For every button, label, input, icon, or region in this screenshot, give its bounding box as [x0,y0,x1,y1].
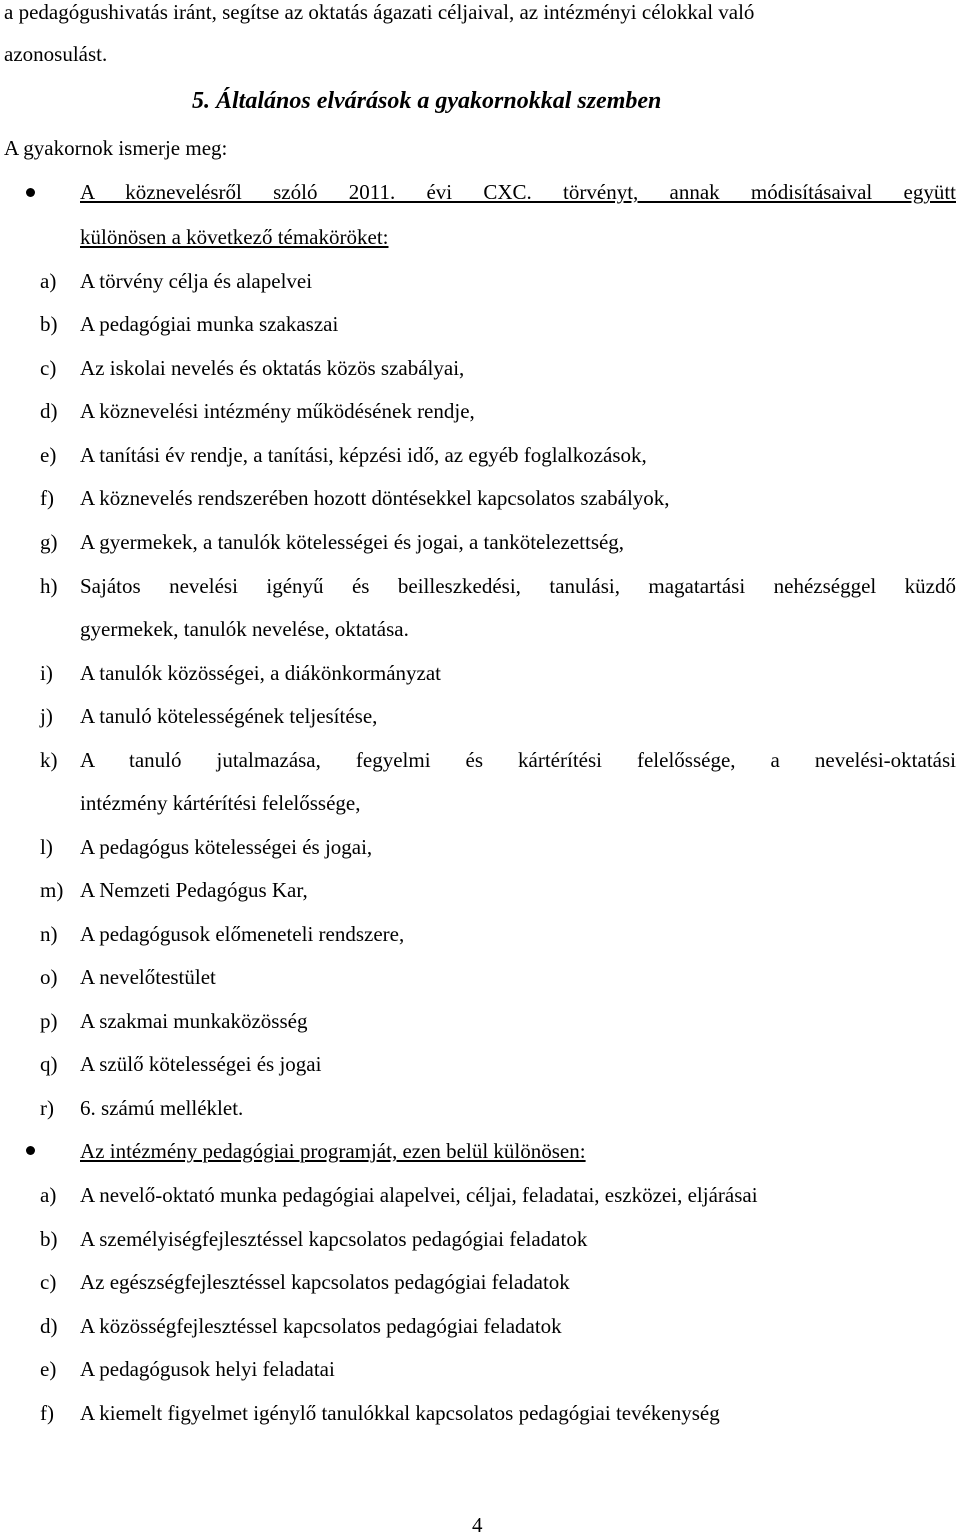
list-item-text: A tanulók közösségei, a diákönkormányzat [80,661,441,685]
lead-text: A gyakornok ismerje meg: [4,136,228,160]
list-item-label: j) [40,704,53,728]
list-item-text: A pedagógiai munka szakaszai [80,312,339,336]
list-item-label: d) [40,399,58,423]
list-item-text: A pedagógusok helyi feladatai [80,1357,335,1381]
bullet-icon [26,188,35,197]
list-item-text: A személyiségfejlesztéssel kapcsolatos pedagógiai feladatok [80,1227,588,1251]
bullet-text-line-1: A köznevelésről szóló 2011. évi CXC. törvényt, annak módisításaival együtt [80,180,956,204]
list-item-label: f) [40,486,54,510]
list-item-continuation: intézmény kártérítési felelőssége, [80,791,361,815]
list-item-label: q) [40,1052,58,1076]
list-item-text: A szakmai munkaközösség [80,1009,308,1033]
list-item-label: h) [40,574,58,598]
list-item-label: b) [40,1227,58,1251]
list-item-label: e) [40,1357,57,1381]
list-item-text: A törvény célja és alapelvei [80,269,313,293]
list-item-label: e) [40,443,57,467]
page-number: 4 [472,1513,483,1537]
list-item-text: 6. számú melléklet. [80,1096,244,1120]
list-item-label: l) [40,835,53,859]
list-item-text: A közösségfejlesztéssel kapcsolatos pedagógiai feladatok [80,1314,562,1338]
list-item-label: m) [40,878,64,902]
list-item-text: A szülő kötelességei és jogai [80,1052,322,1076]
list-item-text: A pedagógus kötelességei és jogai, [80,835,373,859]
bullet-text-line-2: különösen a következő témaköröket: [80,225,389,249]
list-item-text: A tanuló kötelességének teljesítése, [80,704,378,728]
list-item-continuation: gyermekek, tanulók nevelése, oktatása. [80,617,409,641]
bullet-icon [26,1146,35,1155]
list-item-label: k) [40,748,58,772]
list-item-text: A kiemelt figyelmet igénylő tanulókkal kapcsolatos pedagógiai tevékenység [80,1401,720,1425]
list-item-label: i) [40,661,53,685]
list-item-label: a) [40,1183,57,1207]
list-item-text: A nevelőtestület [80,965,216,989]
list-item-text: A nevelő-oktató munka pedagógiai alapelvei, céljai, feladatai, eszközei, eljárásai [80,1183,758,1207]
list-item-label: n) [40,922,58,946]
list-item-label: o) [40,965,58,989]
list-item-text: A köznevelési intézmény működésének rendje, [80,399,475,423]
list-item-text: Az iskolai nevelés és oktatás közös szabályai, [80,356,465,380]
list-item-text: Az egészségfejlesztéssel kapcsolatos pedagógiai feladatok [80,1270,570,1294]
list-item-label: b) [40,312,58,336]
list-item-label: f) [40,1401,54,1425]
list-item-label: r) [40,1096,54,1120]
intro-line-1: a pedagógushivatás iránt, segítse az oktatás ágazati céljaival, az intézményi célokkal való [4,0,755,24]
list-item-text: A köznevelés rendszerében hozott döntésekkel kapcsolatos szabályok, [80,486,670,510]
list-item-text: A pedagógusok előmeneteli rendszere, [80,922,405,946]
intro-line-2: azonosulást. [4,42,108,66]
list-item-text: A Nemzeti Pedagógus Kar, [80,878,308,902]
section-heading: 5. Általános elvárások a gyakornokkal szemben [192,88,662,114]
list-item-text: A tanuló jutalmazása, fegyelmi és kártérítési felelőssége, a nevelési-oktatási [80,748,956,772]
list-item-label: c) [40,1270,57,1294]
list-item-label: d) [40,1314,58,1338]
list-item-text: A tanítási év rendje, a tanítási, képzési idő, az egyéb foglalkozások, [80,443,647,467]
list-item-label: g) [40,530,58,554]
list-item-text: A gyermekek, a tanulók kötelességei és jogai, a tankötelezettség, [80,530,625,554]
bullet-text: Az intézmény pedagógiai programját, ezen belül különösen: [80,1139,586,1163]
list-item-label: p) [40,1009,58,1033]
list-item-label: c) [40,356,57,380]
list-item-text: Sajátos nevelési igényű és beilleszkedési, tanulási, magatartási nehézséggel küzdő [80,574,956,598]
list-item-label: a) [40,269,57,293]
